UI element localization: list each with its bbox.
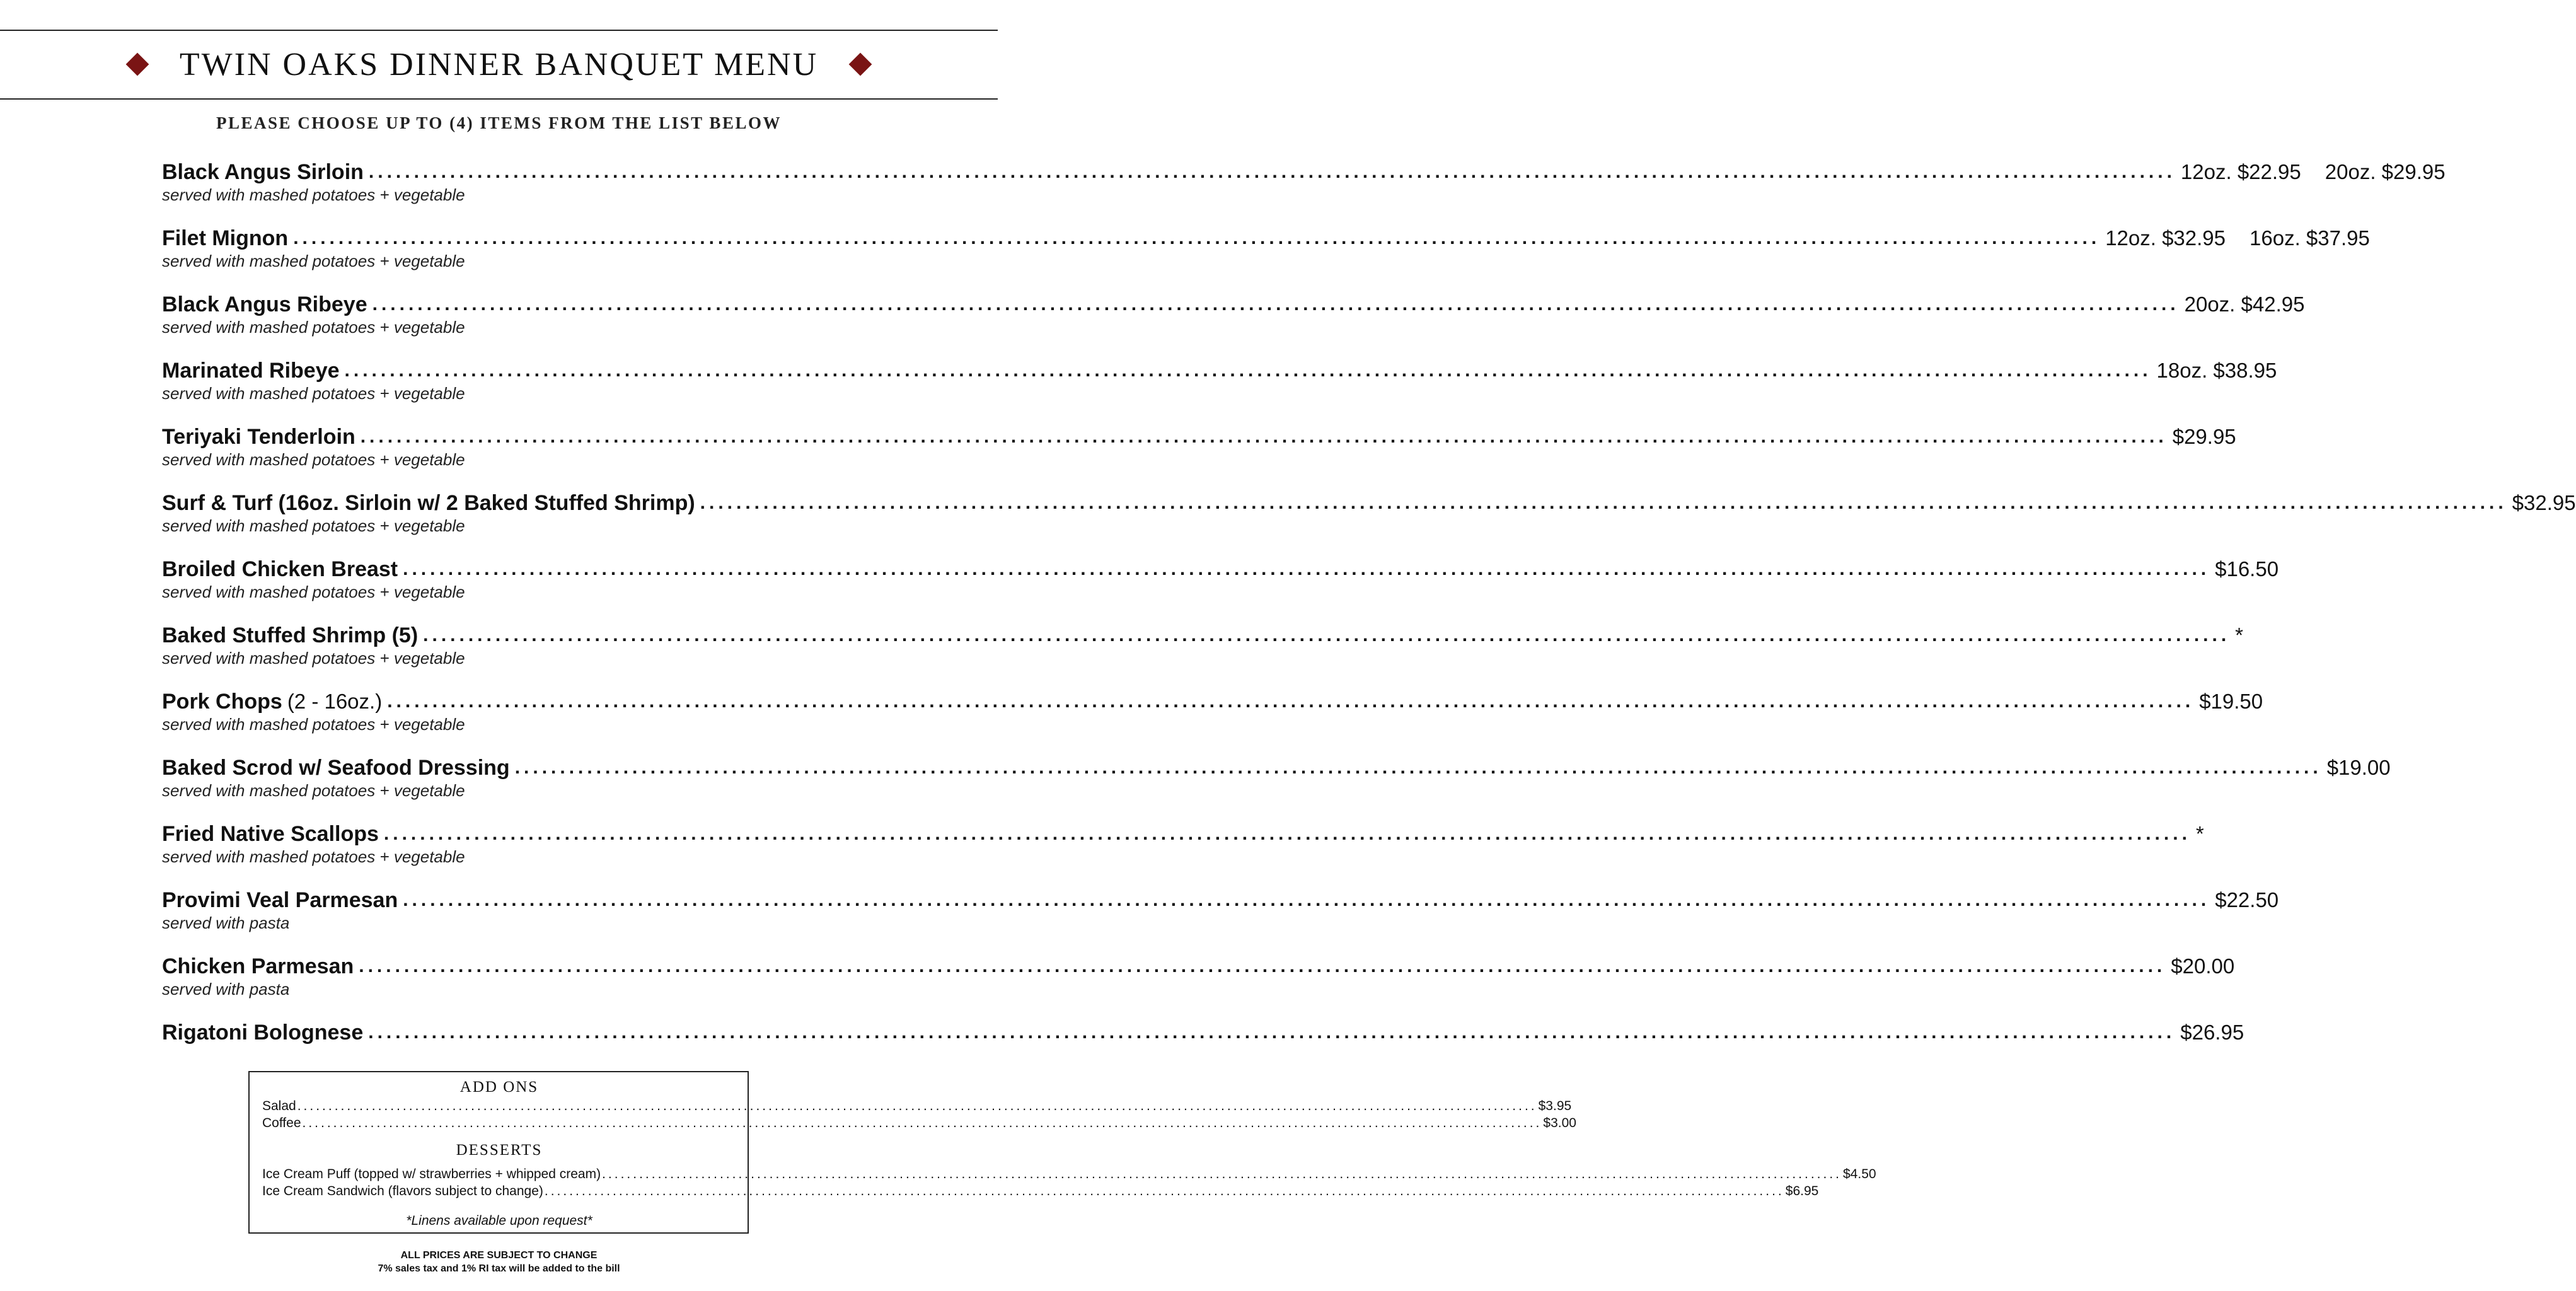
menu-item <box>162 292 2305 359</box>
linens-note: *Linens available upon request* <box>406 1213 592 1228</box>
menu-item-description: served with mashed potatoes + vegetable <box>162 649 465 668</box>
menu-item-line <box>162 822 2204 847</box>
tax-notice: 7% sales tax and 1% RI tax will be added to the bill <box>378 1263 620 1274</box>
menu-item-name: Filet Mignon <box>162 226 289 250</box>
addon-row <box>262 1099 1572 1116</box>
desserts-list <box>262 1167 1876 1201</box>
dot-leader: ........................................................................................................................................................................................................ <box>359 956 2166 976</box>
dot-leader: ........................................................................................................................................................................................................ <box>368 1022 2176 1043</box>
dot-leader: ........................................................................................................................................................................................................ <box>514 757 2322 778</box>
right-diamond-icon <box>849 53 872 76</box>
menu-item-description: served with mashed potatoes + vegetable <box>162 781 465 800</box>
footer <box>0 1249 998 1275</box>
menu-item-line <box>162 623 2244 649</box>
dot-leader: ........................................................................................................................................................................................................ <box>372 294 2180 315</box>
menu-item-price: 12oz. $32.95 <box>2105 226 2226 250</box>
dot-leader: ........................................................................................................................................................................................................ <box>293 228 2101 248</box>
dot-leader: ........................................................................................................................................................................................................ <box>360 426 2168 447</box>
menu-item-name: Black Angus Ribeye <box>162 292 367 316</box>
header-bottom-rule <box>0 98 998 100</box>
menu-item-price: 18oz. $38.95 <box>2156 359 2277 382</box>
dot-leader: ........................................................................................................................................................................................................ <box>423 625 2231 646</box>
menu-item <box>162 359 2277 425</box>
dessert-row-label: Ice Cream Puff (topped w/ strawberries + whipped cream) <box>262 1167 601 1181</box>
menu-item <box>162 954 2235 1021</box>
menu-item <box>162 557 2279 623</box>
menu-item-price: $22.50 <box>2215 888 2279 912</box>
menu-item-price: $19.00 <box>2326 756 2391 779</box>
menu-item-description: served with mashed potatoes + vegetable <box>162 252 465 270</box>
menu-item-price: $32.95 <box>2512 491 2576 514</box>
menu-item-description: served with mashed potatoes + vegetable <box>162 185 465 204</box>
dessert-row <box>262 1167 1876 1184</box>
left-diamond-icon <box>125 53 149 76</box>
menu-item-price: * <box>2195 822 2204 845</box>
menu-item-line <box>162 425 2236 450</box>
price-change-notice: ALL PRICES ARE SUBJECT TO CHANGE <box>400 1250 598 1261</box>
menu-item <box>162 491 2576 557</box>
addon-row-price: $3.00 <box>1543 1116 1576 1130</box>
dot-leader: ........................................................................................................................................................................................................ <box>344 360 2152 381</box>
menu-item-description: served with mashed potatoes + vegetable <box>162 847 465 866</box>
menu-item-line <box>162 292 2305 318</box>
menu-item-description: served with pasta <box>162 980 290 999</box>
menu-item-price: $29.95 <box>2172 425 2236 448</box>
menu-item-line <box>162 491 2576 516</box>
menu-item <box>162 756 2391 822</box>
menu-item <box>162 822 2204 888</box>
addons-list <box>262 1099 1576 1133</box>
menu-item-price: 12oz. $22.95 <box>2180 160 2301 183</box>
menu-item-price: 20oz. $29.95 <box>2325 160 2446 183</box>
menu-item-price: * <box>2235 623 2244 647</box>
menu-item-line <box>162 359 2277 384</box>
menu-item-name: Black Angus Sirloin <box>162 160 364 184</box>
menu-item-name: Marinated Ribeye <box>162 359 340 383</box>
dot-leader: ........................................................................................................................................................................................................ <box>403 889 2210 910</box>
menu-item-note: (2 - 16oz.) <box>287 690 383 713</box>
menu-item-name: Broiled Chicken Breast <box>162 557 398 581</box>
menu-item-name: Surf & Turf (16oz. Sirloin w/ 2 Baked Stuffed Shrimp) <box>162 491 695 515</box>
dot-leader: ........................................................................................................................................................................................................ <box>602 1167 1842 1181</box>
menu-item-name: Pork Chops <box>162 690 282 714</box>
desserts-heading: DESSERTS <box>456 1142 543 1159</box>
menu-item-line <box>162 557 2279 582</box>
menu-item-line <box>162 888 2279 913</box>
menu-item-name: Teriyaki Tenderloin <box>162 425 355 449</box>
addons-heading: ADD ONS <box>459 1079 539 1096</box>
dot-leader: ........................................................................................................................................................................................................ <box>700 492 2507 513</box>
menu-item-line <box>162 160 2446 185</box>
menu-item-price: $16.50 <box>2215 557 2279 581</box>
addon-row-label: Coffee <box>262 1116 301 1130</box>
menu-item-price: 20oz. $42.95 <box>2184 292 2305 316</box>
menu-item-line <box>162 756 2391 781</box>
menu-item <box>162 425 2236 491</box>
menu-item-price: $26.95 <box>2180 1021 2244 1044</box>
dot-leader: ........................................................................................................................................................................................................ <box>297 1099 1537 1113</box>
addon-row-label: Salad <box>262 1099 296 1113</box>
dessert-row <box>262 1184 1819 1201</box>
page-title: TWIN OAKS DINNER BANQUET MENU <box>179 46 819 83</box>
header-top-rule <box>0 30 998 31</box>
menu-item-name: Provimi Veal Parmesan <box>162 888 398 912</box>
menu-item-line <box>162 226 2370 252</box>
addons-desserts-box <box>248 1071 1876 1234</box>
menu-item-line <box>162 954 2235 980</box>
menu-item-line <box>162 690 2263 715</box>
dessert-row-price: $6.95 <box>1785 1184 1819 1198</box>
dot-leader: ........................................................................................................................................................................................................ <box>403 559 2210 579</box>
dot-leader: ........................................................................................................................................................................................................ <box>387 691 2195 712</box>
menu-item-description: served with mashed potatoes + vegetable <box>162 516 465 535</box>
menu-item-description: served with mashed potatoes + vegetable <box>162 450 465 469</box>
dessert-row-price: $4.50 <box>1843 1167 1876 1181</box>
menu-item-price: 16oz. $37.95 <box>2250 226 2370 250</box>
menu-list <box>162 160 2576 1087</box>
menu-item <box>162 623 2244 690</box>
dot-leader: ........................................................................................................................................................................................................ <box>368 161 2176 182</box>
dot-leader: ........................................................................................................................................................................................................ <box>302 1116 1542 1130</box>
title-row <box>0 39 998 90</box>
menu-item-name: Baked Scrod w/ Seafood Dressing <box>162 756 510 780</box>
menu-item-line <box>162 1021 2244 1046</box>
menu-item-price: $19.50 <box>2199 690 2263 713</box>
dot-leader: ........................................................................................................................................................................................................ <box>383 823 2191 844</box>
menu-item-name: Baked Stuffed Shrimp (5) <box>162 623 419 647</box>
menu-item-description: served with pasta <box>162 913 290 932</box>
menu-item <box>162 160 2446 226</box>
menu-item-description: served with mashed potatoes + vegetable <box>162 318 465 337</box>
menu-item-description: served with mashed potatoes + vegetable <box>162 715 465 734</box>
menu-item-description: served with mashed potatoes + vegetable <box>162 582 465 601</box>
menu-item-name: Rigatoni Bolognese <box>162 1021 364 1045</box>
dot-leader: ........................................................................................................................................................................................................ <box>544 1184 1784 1198</box>
addon-row <box>262 1116 1576 1133</box>
menu-item <box>162 888 2279 954</box>
menu-item-price: $20.00 <box>2171 954 2235 978</box>
menu-instructions: PLEASE CHOOSE UP TO (4) ITEMS FROM THE LIST BELOW <box>216 113 782 132</box>
menu-item-name: Chicken Parmesan <box>162 954 354 978</box>
menu-item <box>162 226 2370 292</box>
menu-item-description: served with mashed potatoes + vegetable <box>162 384 465 403</box>
menu-item <box>162 690 2263 756</box>
menu-item-name: Fried Native Scallops <box>162 822 379 846</box>
addon-row-price: $3.95 <box>1538 1099 1572 1113</box>
dessert-row-label: Ice Cream Sandwich (flavors subject to change) <box>262 1184 543 1198</box>
